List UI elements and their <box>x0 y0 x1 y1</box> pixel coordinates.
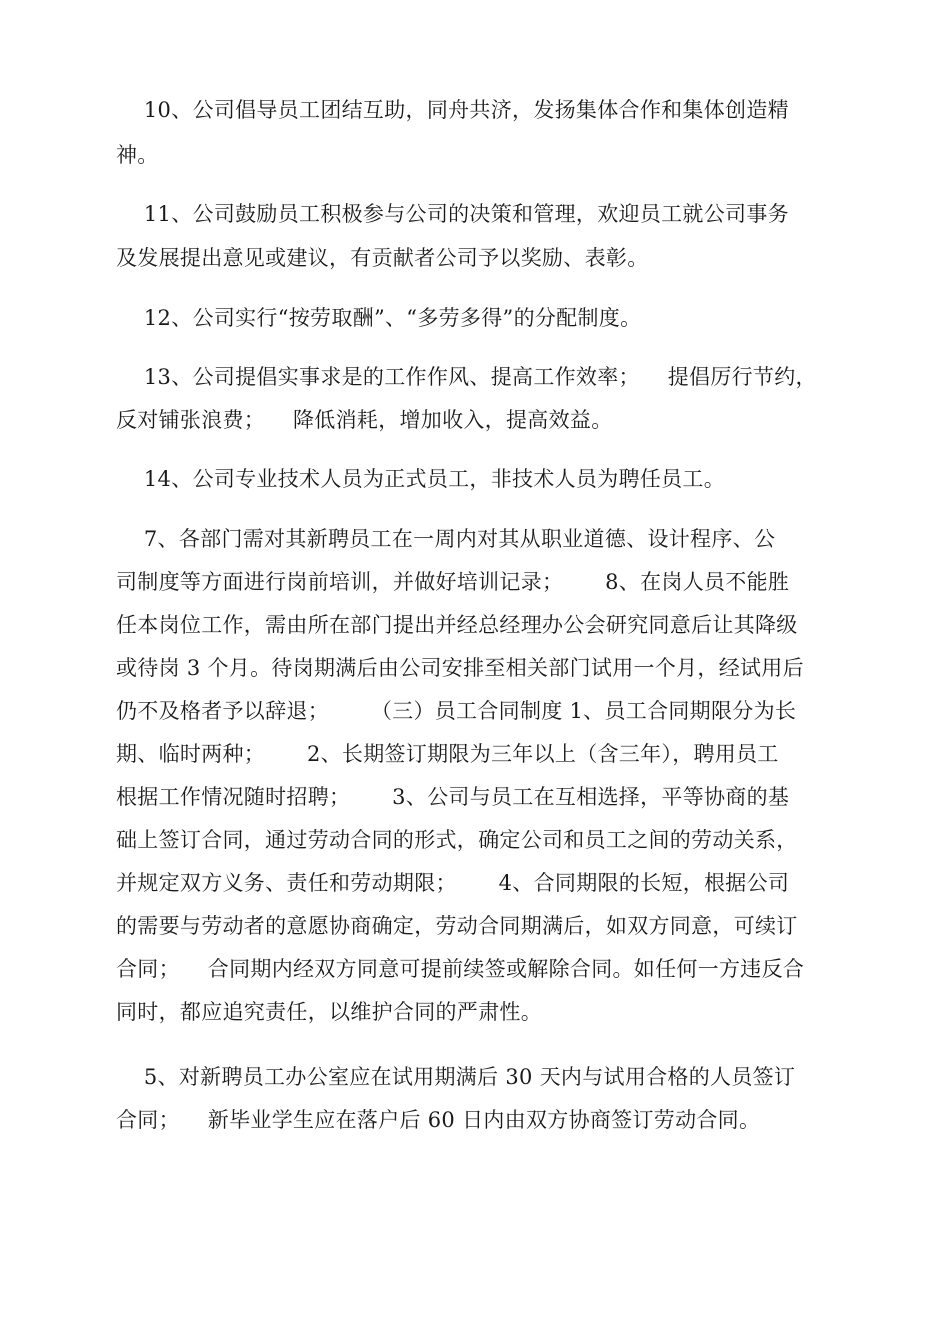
text-line: 司制度等方面进行岗前培训，并做好培训记录； 8、在岗人员不能胜 <box>116 570 790 594</box>
text-line: 的需要与劳动者的意愿协商确定，劳动合同期满后，如双方同意，可续订 <box>116 914 798 938</box>
text-line: 反对铺张浪费； 降低消耗，增加收入，提高效益。 <box>116 408 613 432</box>
text-line: 同时，都应追究责任，以维护合同的严肃性。 <box>116 1000 542 1024</box>
text-line: 期、临时两种； 2、长期签订期限为三年以上（含三年），聘用员工 <box>116 742 779 766</box>
text-line: 10、公司倡导员工团结互助，同舟共济，发扬集体合作和集体创造精 <box>116 98 789 122</box>
text-line: 7、各部门需对其新聘员工在一周内对其从职业道德、设计程序、公 <box>116 527 776 551</box>
text-line: 神。 <box>116 143 159 167</box>
text-line: 或待岗 3 个月。待岗期满后由公司安排至相关部门试用一个月，经试用后 <box>116 656 804 680</box>
text-line: 及发展提出意见或建议，有贡献者公司予以奖励、表彰。 <box>116 246 649 270</box>
text-line: 11、公司鼓励员工积极参与公司的决策和管理，欢迎员工就公司事务 <box>116 202 789 226</box>
text-line: 根据工作情况随时招聘； 3、公司与员工在互相选择，平等协商的基 <box>116 785 790 809</box>
text-line: 合同； 新毕业学生应在落户后 60 日内由双方协商签订劳动合同。 <box>116 1108 761 1132</box>
text-line: 仍不及格者予以辞退； （三）员工合同制度 1、员工合同期限分为长 <box>116 699 797 723</box>
text-line: 合同； 合同期内经双方同意可提前续签或解除合同。如任何一方违反合 <box>116 957 805 981</box>
text-line: 础上签订合同，通过劳动合同的形式，确定公司和员工之间的劳动关系， <box>116 828 798 852</box>
text-line: 并规定双方义务、责任和劳动期限； 4、合同期限的长短，根据公司 <box>116 871 790 895</box>
text-line: 5、对新聘员工办公室应在试用期满后 30 天内与试用合格的人员签订 <box>116 1065 796 1089</box>
text-line: 任本岗位工作，需由所在部门提出并经总经理办公会研究同意后让其降级 <box>116 613 798 637</box>
text-line: 12、公司实行“按劳取酬”、“多劳多得”的分配制度。 <box>116 306 642 330</box>
text-line: 13、公司提倡实事求是的工作作风、提高工作效率； 提倡厉行节约， <box>116 365 817 389</box>
text-line: 14、公司专业技术人员为正式员工，非技术人员为聘任员工。 <box>116 467 726 491</box>
